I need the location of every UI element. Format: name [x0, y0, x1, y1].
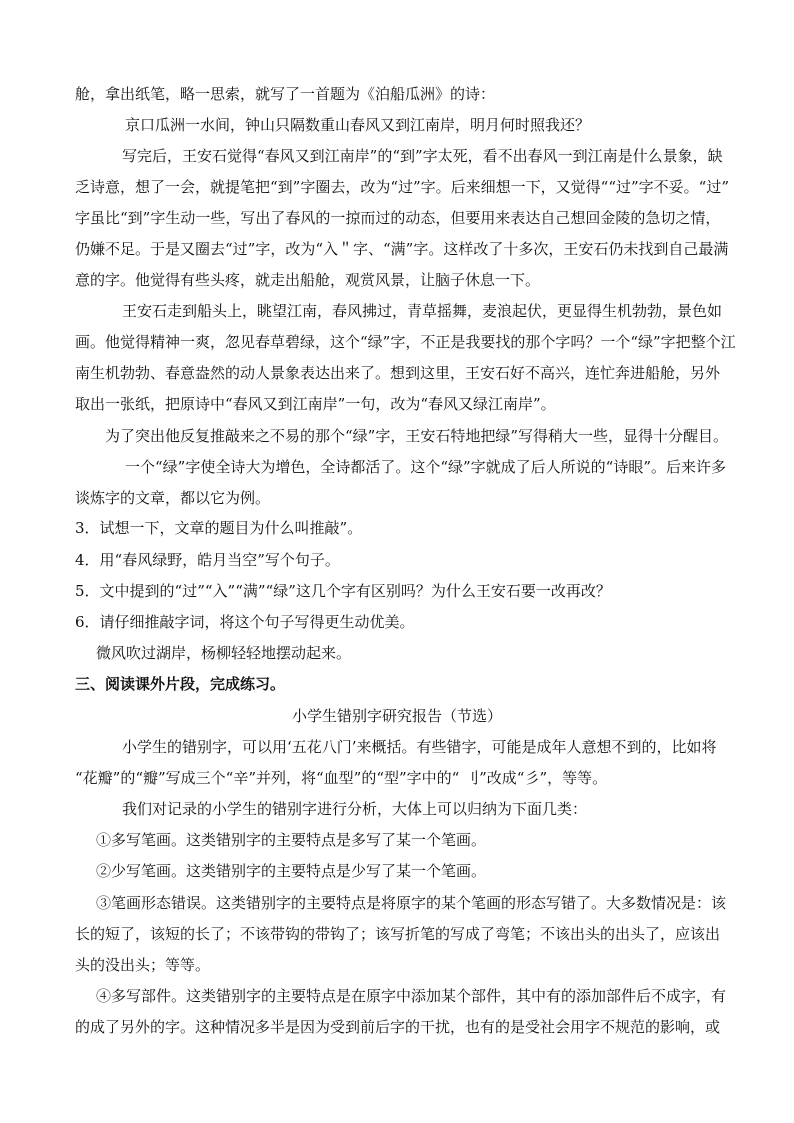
paragraph-line: 的成了另外的字。这种情况多半是因为受到前后字的干扰，也有的是受社会用字不规范的影响，或	[75, 1018, 721, 1036]
paragraph-line: 意的字。他觉得有些头疼，就走出船舱，观赏风景，让脑子休息一下。	[75, 271, 541, 289]
category-item: ④多写部件。这类错别字的主要特点是在原字中添加某个部件，其中有的添加部件后不成字，有	[96, 987, 727, 1005]
paragraph-line: 舱，拿出纸笔，略一思索，就写了一首题为《泊船瓜洲》的诗：	[75, 85, 496, 103]
question-3: 3．试想一下，文章的题目为什么叫推敲”。	[75, 519, 363, 537]
question-4: 4．用“春风绿野，皓月当空”写个句子。	[75, 551, 340, 569]
paragraph-line: 写完后，王安石觉得“春风又到江南岸”的“到”字太死，看不出春风一到江南是什么景象，缺	[122, 147, 723, 165]
article-title: 小学生错别字研究报告（节选）	[291, 707, 502, 725]
paragraph-line: 小学生的错别字，可以用‘五花八门’来概括。有些错字，可能是成年人意想不到的，比如将	[122, 738, 717, 756]
paragraph-line: 取出一张纸，把原诗中“春风又到江南岸”一句，改为“春风又绿江南岸”。	[75, 395, 556, 413]
question-5: 5．文中提到的“过”“入”“满”“绿”这几个字有区别吗？为什么王安石要一改再改？	[75, 582, 611, 600]
paragraph-line: 乏诗意，想了一会，就提笔把“到”字圈去，改为“过”字。后来细想一下，又觉得““过”字不妥。“过”	[75, 178, 730, 196]
category-item: ③笔画形态错误。这类错别字的主要特点是将原字的某个笔画的形态写错了。大多数情况是：该	[96, 894, 727, 912]
paragraph-line: 长的短了，该短的长了；不该带钩的带钩了；该写折笔的写成了弯笔；不该出头的出头了，应该出	[75, 925, 721, 943]
paragraph-line: “花瓣”的“瓣”写成三个“辛”并列，将“血型”的“型”字中的“ 刂”改成“彡”，等等。	[75, 769, 608, 787]
category-item: ①多写笔画。这类错别字的主要特点是多写了某一个笔画。	[96, 831, 487, 849]
question-6: 6．请仔细推敲字词，将这个句子写得更生动优美。	[75, 613, 415, 631]
example-sentence: 微风吹过湖岸，杨柳轻轻地摆动起来。	[96, 644, 352, 662]
paragraph-line: 头的没出头；等等。	[75, 956, 211, 974]
category-item: ②少写笔画。这类错别字的主要特点是少写了某一个笔画。	[96, 862, 487, 880]
paragraph-line: 南生机勃勃、春意盎然的动人景象表达出来了。想到这里，王安石好不高兴，连忙奔进船舱，另外	[75, 364, 721, 382]
paragraph-line: 我们对记录的小学生的错别字进行分析，大体上可以归纳为下面几类：	[122, 800, 588, 818]
poem-line: 京口瓜洲一水间，钟山只隔数重山春风又到江南岸，明月何时照我还？	[125, 116, 591, 134]
paragraph-line: 王安石走到船头上，眺望江南，春风拂过，青草摇舞，麦浪起伏，更显得生机勃勃，景色如	[122, 302, 723, 320]
paragraph-line: 仍嫌不足。于是又圈去“过”字，改为“入＂字、“满”字。这样改了十多次，王安石仍未找到自己最满	[75, 240, 729, 258]
paragraph-line: 一个“绿”字使全诗大为增色，全诗都活了。这个“绿”字就成了后人所说的“诗眼”。后来许多	[125, 458, 727, 476]
section-heading: 三、阅读课外片段，完成练习。	[75, 675, 286, 693]
paragraph-line: 画。他觉得精神一爽，忽见春草碧绿，这个“绿”字，不正是我要找的那个字吗？一个“绿”字把整个江	[75, 333, 736, 351]
paragraph-line: 字虽比“到”字生动一些，写出了春风的一掠而过的动态，但要用来表达自己想回金陵的急切之情，	[75, 209, 721, 227]
paragraph-line: 谈炼字的文章，都以它为例。	[75, 489, 271, 507]
paragraph-line: 为了突出他反复推敲来之不易的那个“绿”字，王安石特地把绿”写得稍大一些，显得十分醒目。	[105, 427, 729, 445]
